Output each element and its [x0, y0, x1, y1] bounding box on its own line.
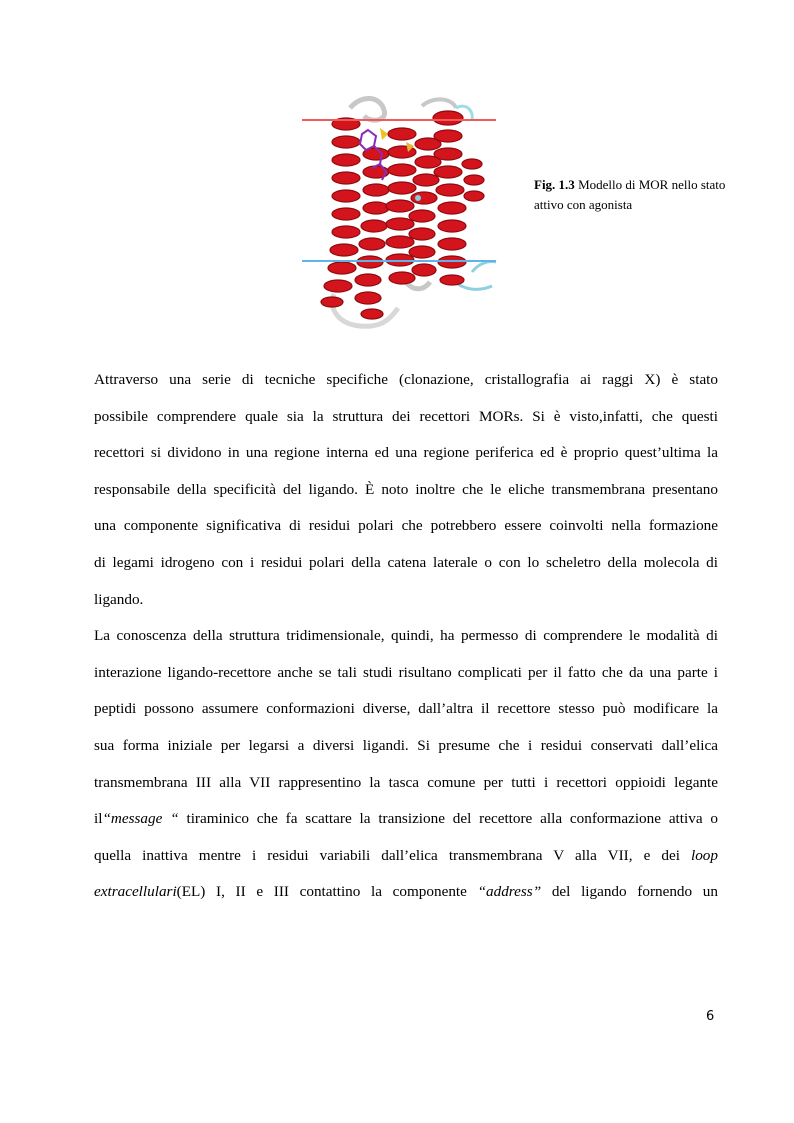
page-number: 6 [706, 1009, 715, 1024]
text-line: peptidi possono assumere conformazioni diverse, dall’altra il recettore stesso può modificare la [94, 700, 718, 718]
address-term: “address” [477, 883, 542, 901]
mor-protein-image [302, 94, 512, 338]
text-line: di legami idrogeno con i residui polari della catena laterale o con lo scheletro della molecola di [94, 553, 718, 571]
text-line: Attraverso una serie di tecniche specifiche (clonazione, cristallografia ai raggi X) è stato [94, 371, 718, 388]
text-line: transmembrana III alla VII rappresentino la tasca comune per tutti i recettori oppioidi legante [94, 773, 718, 791]
text-line [94, 838, 718, 875]
text-line [94, 874, 718, 911]
paragraph-1 [94, 362, 718, 618]
paragraph-2 [94, 618, 718, 911]
text-line: recettori si dividono in una regione interna ed una regione periferica ed è proprio quest’ultima la [94, 444, 718, 462]
text-line: ligando. [94, 590, 144, 608]
text-line [94, 801, 718, 838]
text-fragment: del ligando fornendo un [541, 883, 718, 901]
caption-text: Modello di MOR nello stato attivo con agonista [534, 177, 726, 212]
body-text [94, 362, 718, 911]
ligand-highlight [380, 128, 388, 140]
text-fragment: (EL) I, II e III contattino la componente [176, 883, 478, 901]
message-term: “message “ [102, 810, 179, 828]
caption-label: Fig. 1.3 [534, 177, 575, 192]
text-fragment: tiraminico che fa scattare la transizione del recettore alla conformazione attiva o [178, 810, 718, 828]
text-fragment: il [94, 810, 103, 828]
figure-caption [534, 175, 744, 215]
mor-model-figure [302, 94, 512, 338]
text-line: responsabile della specificità del ligando. È noto inoltre che le eliche transmembrana presentano [94, 480, 718, 498]
text-line: interazione ligando-recettore anche se tali studi risultano complicati per il fatto che da una parte i [94, 663, 718, 681]
text-line: sua forma iniziale per legarsi a diversi ligandi. Si presume che i residui conservati dall’elica [94, 736, 718, 754]
loop-term: loop [690, 846, 718, 864]
text-fragment: quella inattiva mentre i residui variabili dall’elica transmembrana V alla VII, e dei [94, 846, 691, 864]
extracellulari-term: extracellulari [94, 883, 177, 901]
text-line: possibile comprendere quale sia la struttura dei recettori MORs. Si è visto,infatti, che questi [94, 407, 718, 425]
text-line: una componente significativa di residui polari che potrebbero essere coinvolti nella formazione [94, 517, 718, 535]
helix-bundle [321, 111, 484, 319]
text-line: La conoscenza della struttura tridimensionale, quindi, ha permesso di comprendere le modalità di [94, 627, 718, 645]
